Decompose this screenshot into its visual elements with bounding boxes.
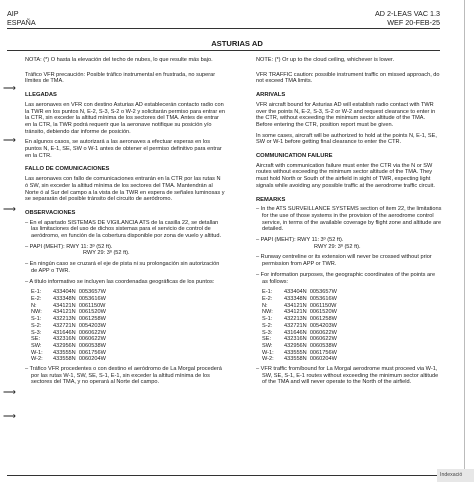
heading-communication-failure: COMMUNICATION FAILURE	[256, 153, 333, 160]
heading-llegadas: LLEGADAS	[25, 92, 57, 99]
remarks-para-1: – In the ATS SURVEILLANCE SYSTEMS section of item 22, the limitations for the use of those systems in the provision of the aerodrome control service, in terms of the available coverage by flight zone and altitude are detailed.	[256, 206, 442, 233]
note: NOTE: (*) Or up to the cloud ceiling, whichever is lower.	[256, 57, 395, 63]
obs-para-1: – En el apartado SISTEMAS DE VIGILANCIA ATS de la casilla 22, se detallan las limitaciones del uso de dichos sistemas para el servicio de control de aeródromo, en función de la cobertura disponible por zona de vuelo y altitud.	[25, 219, 221, 240]
header-page-ref: AD 2-LEAS VAC 1.3	[375, 9, 440, 18]
point-coordinates: 434121N 0061520W	[284, 309, 337, 316]
point-name: S-1:	[262, 316, 273, 323]
remarks-para-3: – For information purposes, the geographic coordinates of the points are as follows:	[256, 271, 436, 285]
point-coordinates: 433404N 0053657W	[53, 289, 106, 296]
table-row	[31, 330, 225, 337]
point-name: SE:	[31, 336, 41, 343]
change-arrow-icon: ⟶	[3, 135, 16, 145]
table-row	[31, 350, 225, 357]
change-arrow-icon: ⟶	[3, 411, 16, 421]
coordinates-table-en	[256, 289, 442, 363]
table-row	[262, 289, 442, 296]
table-row	[262, 323, 442, 330]
fallo-para: Las aeronaves con fallo de comunicaciones entrarán en la CTR por las rutas N ó SW, sin exceder la altitud mínima de los sectores del TMA. Mantendrán al Norte ó al Sur del campo a la vista de la TWR en espera de señales luminosas y se separarán del posible tránsito del circuito de aeródromo.	[25, 176, 225, 203]
spanish-column	[25, 57, 225, 390]
change-arrow-icon: ⟶	[3, 387, 16, 397]
point-name: S-2:	[31, 322, 42, 329]
table-row	[262, 356, 442, 363]
point-name: W-2:	[31, 356, 43, 363]
point-name: S-2:	[262, 322, 273, 329]
papi-line-2: RWY 29: 3º (52 ft).	[314, 243, 361, 250]
table-row	[31, 343, 225, 350]
table-row	[262, 350, 442, 357]
table-row	[31, 316, 225, 323]
header-country: ESPAÑA	[7, 17, 36, 27]
vfr-caution: VFR TRAFFIC caution: possible instrument traffic on missed approach, do not exceed TMA limits.	[256, 71, 440, 85]
point-coordinates: 434121N 0061520W	[53, 309, 106, 316]
table-row	[262, 343, 442, 350]
point-coordinates: 433555N 0061756W	[284, 349, 337, 356]
table-row	[262, 330, 442, 337]
papi-line: – PAPI (MEHT): RWY 11: 3º (52 ft).	[25, 243, 113, 250]
point-name: E-2:	[31, 295, 42, 302]
title-rule	[7, 50, 440, 51]
point-name: SW:	[262, 342, 273, 349]
point-coordinates: 433555N 0061756W	[53, 349, 106, 356]
point-name: S-3:	[31, 329, 42, 336]
point-coordinates: 434121N 0061150W	[284, 302, 337, 309]
table-row	[31, 309, 225, 316]
point-coordinates: 433348N 0053616W	[53, 295, 106, 302]
coordinates-table-es	[25, 289, 225, 363]
table-row	[262, 303, 442, 310]
table-row	[262, 336, 442, 343]
header-effective-date: WEF 20-FEB-25	[387, 17, 440, 27]
table-row	[262, 309, 442, 316]
obs-para-4: – Tráfico VFR procedentes o con destino el aeródromo de La Morgal procederá por las rutas W-1, SW, SE, S-1, E-1, sin exceder la altitud mínima de los sectores del TMA, y no operará al Norte del campo.	[25, 366, 222, 386]
point-coordinates: 431646N 0060622W	[284, 329, 337, 336]
point-name: E-1:	[262, 289, 273, 296]
nota: NOTA: (*) O hasta la elevación del techo de nubes, lo que resulte más bajo.	[25, 57, 213, 63]
point-name: N:	[262, 302, 268, 309]
table-row	[31, 296, 225, 303]
point-coordinates: 432316N 0060622W	[284, 336, 337, 343]
papi-line-2: RWY 29: 3º (52 ft).	[83, 250, 130, 257]
point-coordinates: 432213N 0061258W	[284, 316, 337, 323]
comm-para: Aircraft with communication failure must enter the CTR via the N or SW routes without exceeding the minimum sector altitude of the TMA. They must hold North or South of the airfield in sight of TWR, expecting light signals while avoiding any possible traffic at the aerodrome traffic circuit.	[256, 162, 435, 189]
point-name: SW:	[31, 342, 42, 349]
heading-remarks: REMARKS	[256, 196, 286, 203]
point-name: S-1:	[31, 316, 42, 323]
point-coordinates: 432316N 0060622W	[53, 336, 106, 343]
point-name: W-1:	[31, 349, 43, 356]
point-coordinates: 433558N 0060204W	[284, 356, 337, 363]
point-coordinates: 433348N 0053616W	[284, 295, 337, 302]
papi-line: – PAPI (MEHT): RWY 11: 3º (52 ft).	[256, 237, 344, 244]
point-name: W-1:	[262, 349, 274, 356]
side-tab-indexacio[interactable]: Indexació	[437, 469, 474, 482]
table-row	[31, 336, 225, 343]
table-row	[31, 289, 225, 296]
point-name: NW:	[262, 309, 273, 316]
table-row	[31, 323, 225, 330]
obs-para-2: – En ningún caso se cruzará el eje de pista ni su prolongación sin autorización de APP o TWR.	[25, 261, 220, 274]
footer-rule	[7, 475, 440, 476]
point-name: NW:	[31, 309, 42, 316]
point-coordinates: 434121N 0061150W	[53, 302, 106, 309]
header-rule	[7, 28, 440, 29]
table-row	[262, 316, 442, 323]
remarks-para-4: – VFR traffic from/bound for La Morgal aerodrome must proceed via W-1, SW, SE, S-1, E-1 routes without exceeding the minimum sector altitude of the TMA and will never operate to the North of the airfield.	[256, 366, 439, 386]
point-coordinates: 431646N 0060622W	[53, 329, 106, 336]
point-name: E-1:	[31, 289, 42, 296]
heading-fallo: FALLO DE COMUNICACIONES	[25, 166, 110, 173]
viewer-edge	[464, 0, 465, 482]
point-name: S-3:	[262, 329, 273, 336]
point-name: N:	[31, 302, 37, 309]
point-name: W-2:	[262, 356, 274, 363]
table-row	[262, 296, 442, 303]
point-name: E-2:	[262, 295, 273, 302]
llegadas-para-1: Las aeronaves en VFR con destino Asturias AD establecerán contacto radio con la TWR en los puntos N, E-2, S-3, S-2 o W-2 y solicitarán permiso para entrar en la CTR, sin exceder la altitud mínima de los sectores del TMA. Antes de entrar en la CTR, la TWR podrá requerir que la aeronave notifique su posición y/o tránsito, debiendo dar informe de posición.	[25, 101, 226, 135]
arrivals-para-1: VFR aircraft bound for Asturias AD will establish radio contact with TWR over the points N, E-2, S-3, S-2 or W-2 and request clearance to enter in the CTR, without exceeding the minimum sector altitude of the TMA. Before entering the CTR, position report must be given.	[256, 101, 436, 128]
page-title: ASTURIAS AD	[211, 39, 263, 48]
point-name: SE:	[262, 336, 272, 343]
point-coordinates: 433404N 0053657W	[284, 289, 337, 296]
english-column	[256, 57, 442, 390]
point-coordinates: 432956N 0060538W	[284, 342, 337, 349]
point-coordinates: 432721N 0054203W	[284, 322, 337, 329]
remarks-para-2: – Runway centreline or its extension will never be crossed without prior permission from APP or TWR.	[256, 254, 432, 268]
point-coordinates: 432213N 0061258W	[53, 316, 106, 323]
table-row	[31, 356, 225, 363]
llegadas-para-2: En algunos casos, se autorizará a las aeronaves a efectuar esperas en los puntos N, E-1, SE, SW o W-1 antes de obtener el permiso definitivo para entrar en la CTR.	[25, 139, 222, 159]
obs-para-3: – A título informativo se incluyen las coordenadas geográficas de los puntos:	[25, 278, 215, 285]
page-header	[0, 0, 474, 28]
point-coordinates: 432956N 0060538W	[53, 342, 106, 349]
point-coordinates: 433558N 0060204W	[53, 356, 106, 363]
heading-observaciones: OBSERVACIONES	[25, 209, 76, 216]
change-arrow-icon: ⟶	[3, 83, 16, 93]
arrivals-para-2: In some cases, aircraft will be authorized to hold at the points N, E-1, SE, SW or W-1 before getting final clearance to enter the CTR.	[256, 132, 437, 146]
change-arrow-icon: ⟶	[3, 204, 16, 214]
trafico-vfr: Tráfico VFR precaución: Posible tráfico instrumental en frustrada, no superar límites de TMA.	[25, 71, 216, 85]
heading-arrivals: ARRIVALS	[256, 92, 286, 99]
point-coordinates: 432721N 0054203W	[53, 322, 106, 329]
header-aip: AIP	[7, 9, 19, 18]
table-row	[31, 303, 225, 310]
